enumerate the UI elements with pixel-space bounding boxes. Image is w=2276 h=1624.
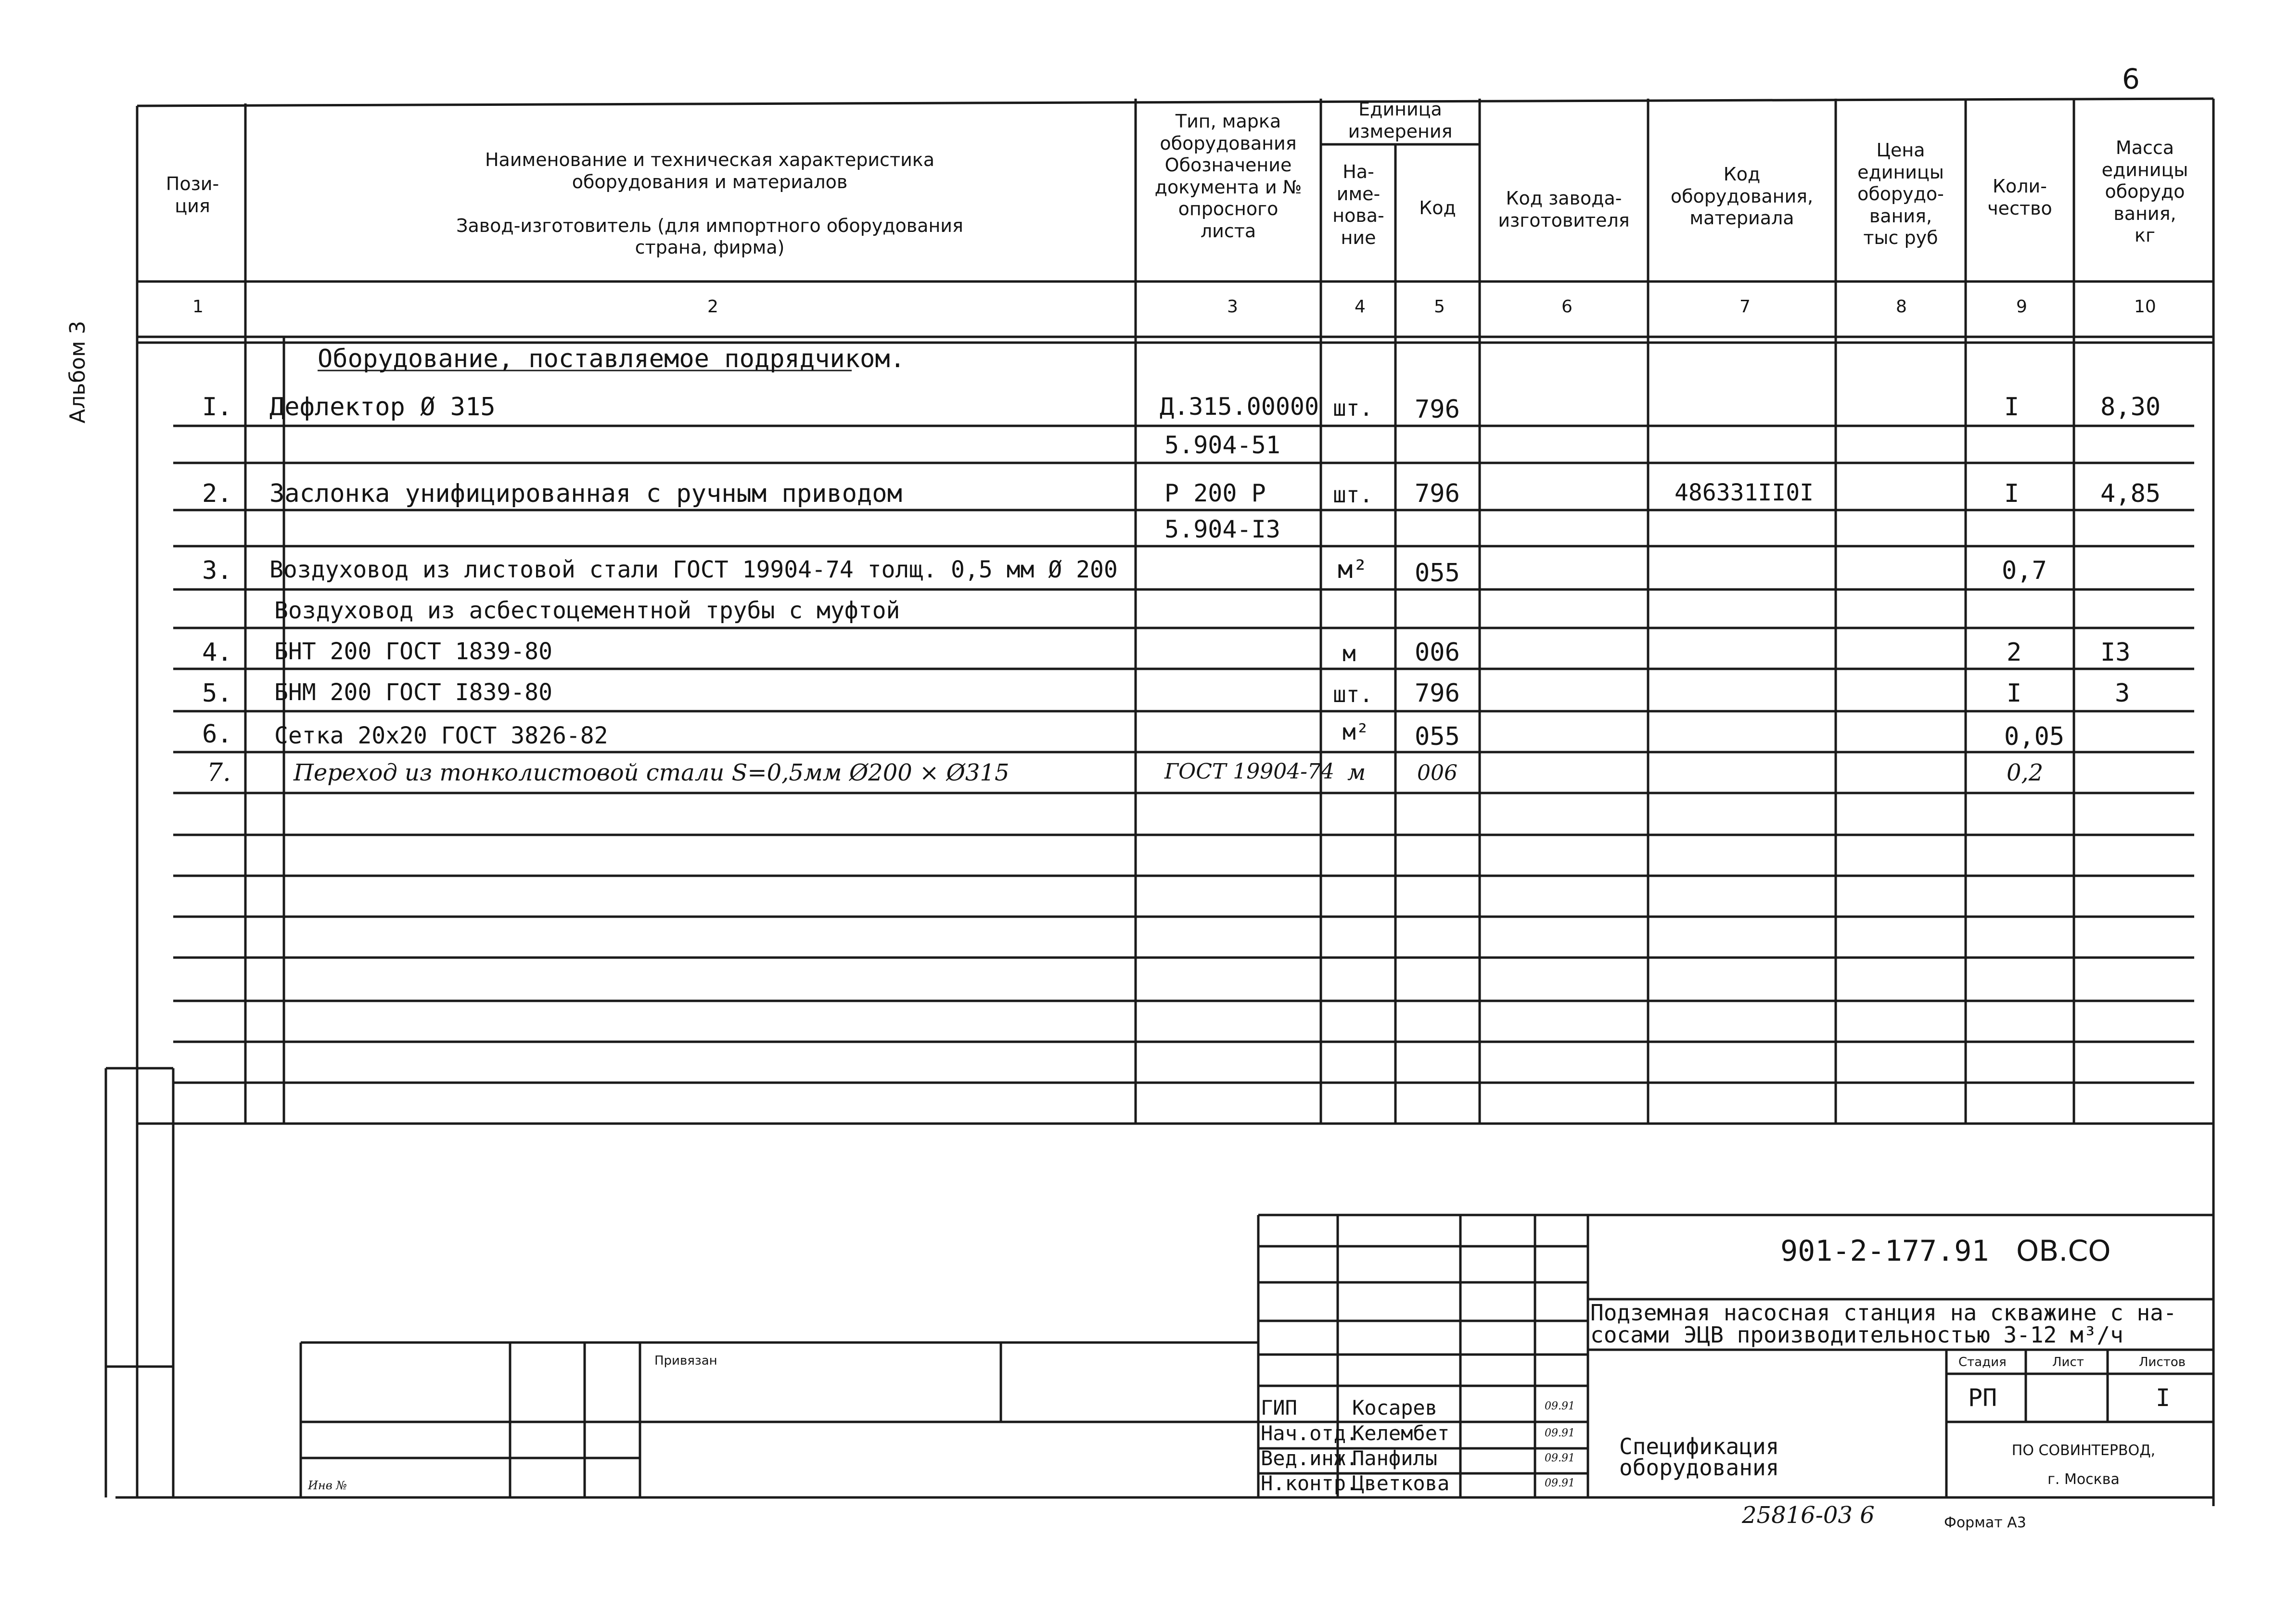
doc-mark: ОВ.СО: [2016, 1234, 2111, 1268]
row-name: Воздуховод из листовой стали ГОСТ 19904-74 толщ. 0,5 мм Ø 200: [269, 556, 1118, 583]
col-number-9: 9: [2016, 297, 2027, 317]
row-mass: 8,30: [2100, 393, 2161, 422]
row-mass: 4,85: [2100, 479, 2161, 508]
row-name: БНТ 200 ГОСТ 1839-80: [274, 638, 552, 665]
row-qty: 0,05: [2004, 722, 2065, 751]
row-mass: I3: [2100, 638, 2131, 667]
header-col-1: Пози- ция: [166, 173, 219, 217]
row-pos: 3.: [202, 556, 232, 585]
row-equip-code: 486331II0I: [1675, 479, 1814, 506]
signer-name: Панфилы: [1352, 1446, 1438, 1470]
row-name: Заслонка унифицированная с ручным приводом: [269, 479, 902, 508]
signer-role: Н.контр.: [1261, 1471, 1358, 1495]
col-number-8: 8: [1896, 297, 1907, 317]
col-number-3: 3: [1227, 297, 1238, 317]
header-col-3: Тип, марка оборудования Обозначение документа и № опросного листа: [1154, 111, 1302, 242]
row-pos: 4.: [202, 638, 232, 667]
organization: ПО СОВИНТЕРВОД, г. Москва: [2011, 1442, 2156, 1488]
sheets-value: I: [2156, 1384, 2171, 1412]
row-unit: шт.: [1333, 482, 1373, 508]
row-pos: 2.: [202, 479, 232, 508]
sheet-label: Лист: [2052, 1355, 2084, 1369]
signer-date: 09.91: [1545, 1427, 1575, 1439]
sheet-title: Спецификация оборудования: [1619, 1433, 1779, 1481]
row-qty: 2: [2007, 638, 2022, 667]
row-name: Сетка 20х20 ГОСТ 3826-82: [274, 722, 608, 749]
privyazan-label: Привязан: [654, 1354, 717, 1368]
row-code: 006: [1417, 761, 1458, 785]
col-number-2: 2: [707, 297, 718, 317]
row-qty: I: [2004, 393, 2020, 422]
col-number-1: 1: [192, 297, 204, 317]
sheets-label: Листов: [2139, 1355, 2186, 1369]
stage-label: Стадия: [1958, 1355, 2007, 1369]
row-unit: м: [1347, 759, 1366, 785]
stage-value: РП: [1968, 1384, 1997, 1412]
header-col-6: Код завода- изготовителя: [1498, 188, 1630, 231]
row-code: 796: [1415, 479, 1460, 508]
row-type: ГОСТ 19904-74: [1164, 759, 1335, 784]
unit-group-header: Единица измерения: [1348, 99, 1453, 142]
row-pos: I.: [202, 393, 232, 422]
row-unit: шт.: [1333, 395, 1373, 421]
header-col-7: Код оборудования, материала: [1670, 164, 1814, 229]
format-label: Формат А3: [1944, 1514, 2026, 1531]
row-unit: м: [1343, 640, 1356, 666]
row-code: 006: [1415, 638, 1460, 667]
row-code: 055: [1415, 559, 1460, 588]
row-pos: 7.: [207, 758, 231, 787]
signer-role: ГИП: [1261, 1396, 1297, 1419]
row-type: Д.315.00000: [1160, 393, 1319, 421]
signer-role: Нач.отд.: [1261, 1421, 1358, 1445]
signer-date: 09.91: [1545, 1477, 1575, 1489]
signer-name: Цветкова: [1352, 1471, 1450, 1495]
row-qty: I: [2007, 679, 2022, 708]
header-col-4: На- име- нова- ние: [1332, 161, 1384, 248]
row-name: Переход из тонколистовой стали S=0,5мм Ø200 × Ø315: [294, 759, 1010, 786]
col-number-10: 10: [2134, 297, 2156, 317]
signer-role: Вед.инж.: [1261, 1446, 1358, 1470]
doc-number: 901-2-177.91: [1780, 1234, 1989, 1268]
row-unit: м²: [1338, 555, 1368, 584]
inv-label: Инв №: [308, 1479, 347, 1492]
row-unit: м²: [1343, 719, 1369, 745]
page-number: 6: [2122, 63, 2140, 95]
signer-date: 09.91: [1545, 1452, 1575, 1464]
row-type: 5.904-I3: [1164, 515, 1280, 543]
header-col-9: Коли- чество: [1987, 176, 2052, 219]
row-type: Р 200 Р: [1164, 479, 1266, 507]
row-type: 5.904-51: [1164, 431, 1280, 459]
row-name: Дефлектор Ø 315: [269, 393, 496, 422]
header-col-8: Цена единицы оборудо- вания, тыс руб: [1857, 140, 1944, 249]
col-number-5: 5: [1434, 297, 1445, 317]
col-number-6: 6: [1561, 297, 1573, 317]
row-qty: 0,7: [2002, 556, 2047, 585]
row-pos: 5.: [202, 679, 232, 708]
row-code: 055: [1415, 722, 1460, 751]
row-name: БНМ 200 ГОСТ I839-80: [274, 679, 552, 706]
col-number-4: 4: [1355, 297, 1366, 317]
row-code: 796: [1415, 679, 1460, 708]
row-pos: 6.: [202, 720, 232, 749]
row-qty: 0,2: [2007, 759, 2044, 786]
header-col-10: Масса единицы оборудо вания, кг: [2101, 137, 2188, 246]
signer-name: Косарев: [1352, 1396, 1438, 1419]
col-number-7: 7: [1739, 297, 1751, 317]
side-label: Альбом 3: [65, 320, 90, 423]
row-unit: шт.: [1333, 681, 1373, 707]
header-col-2: Наименование и техническая характеристика оборудования и материалов Завод-изготовитель (для импортного оборудования страна, фирма): [456, 149, 963, 258]
project-title: Подземная насосная станция на скважине с на- сосами ЭЦВ производительностью 3-12 м³/ч: [1590, 1300, 2177, 1348]
row-name: Воздуховод из асбестоцементной трубы с муфтой: [274, 597, 900, 624]
row-mass: 3: [2115, 679, 2130, 708]
section-title: Оборудование, поставляемое подрядчиком.: [318, 345, 905, 373]
header-col-5: Код: [1419, 197, 1456, 218]
row-qty: I: [2004, 479, 2020, 508]
row-code: 796: [1415, 395, 1460, 424]
footer-code: 25816-03 6: [1742, 1502, 1875, 1529]
signer-name: Келембет: [1352, 1421, 1450, 1445]
signer-date: 09.91: [1545, 1400, 1575, 1412]
